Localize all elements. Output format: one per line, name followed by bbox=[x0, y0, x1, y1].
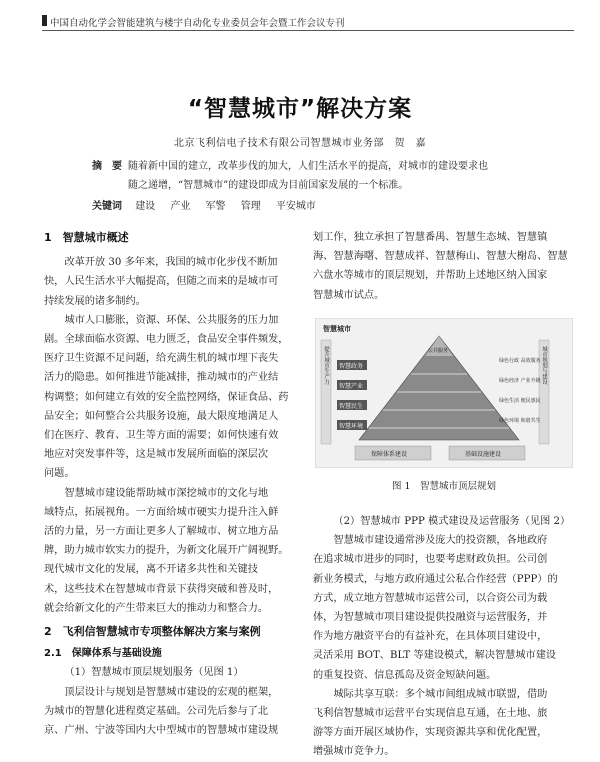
text-line: 飞利信智慧城市运营平台实现信息互通，在土地、旅 bbox=[313, 708, 548, 720]
bottom-label: 保障体系建设 bbox=[371, 451, 408, 458]
figure-title: 智慧城市 bbox=[323, 325, 351, 333]
paragraph bbox=[44, 311, 294, 484]
text-line: 问题。 bbox=[44, 468, 75, 480]
text-line: 体，为智慧城市项目建设提供投融资与运营服务，并 bbox=[313, 612, 548, 624]
text-line: 游等方面开展区域协作，实现资源共享和优化配置， bbox=[313, 727, 548, 739]
text-line: 智慧城市建设通常涉及庞大的投资额，各地政府 bbox=[333, 535, 548, 547]
pyramid-layer-label: 智慧产业 bbox=[339, 383, 364, 390]
bottom-label: 基础设施建设 bbox=[465, 451, 502, 458]
text-line: 们在医疗、教育、卫生等方面的需要；如何快速有效 bbox=[44, 430, 279, 442]
pyramid-note: 绿色生活 便民惠民 bbox=[499, 398, 541, 404]
paragraph bbox=[313, 685, 575, 762]
text-line: 城市人口膨胀，资源、环保、公共服务的压力加 bbox=[64, 314, 279, 326]
text-line: 构调整；如何建立有效的安全监控网络，保证食品、药 bbox=[44, 391, 289, 403]
paper-title: “智慧城市”解决方案 bbox=[187, 96, 413, 122]
text-line: 活力的隐患。如何推进节能减排，推动城市的产业结 bbox=[44, 372, 279, 384]
section-heading: 1 智慧城市概述 bbox=[44, 231, 129, 244]
list-item: （2）智慧城市 PPP 模式建设及运营服务（见图 2） bbox=[333, 516, 571, 527]
text-line: 持续发展的诸多制约。 bbox=[44, 295, 146, 307]
paragraph bbox=[313, 228, 575, 305]
text-line: 为城市的智慧化进程奠定基础。公司先后参与了北 bbox=[44, 705, 269, 717]
text-line: 城际共享互联：多个城市间组成城市联盟，借助 bbox=[333, 688, 548, 700]
header-mark bbox=[42, 15, 47, 26]
text-line: 京、广州、宁波等国内大中型城市的智慧城市建设规 bbox=[44, 725, 279, 737]
pyramid-apex-label: 公共服务 bbox=[428, 348, 449, 354]
pyramid-layer-label: 智慧环境 bbox=[339, 423, 364, 430]
text-line: 活的力量，另一方面让更多人了解城市、树立地方品 bbox=[44, 526, 279, 538]
text-line: 现代城市文化的发展，离不开诸多共性和关键技 bbox=[44, 564, 258, 576]
keyword: 军警 bbox=[205, 201, 226, 212]
left-column bbox=[44, 228, 294, 740]
figure-1-pyramid bbox=[315, 318, 573, 468]
text-line: 改革开放 30 多年来，我国的城市化步伐不断加 bbox=[64, 257, 278, 269]
text-line: 的重复投资、信息孤岛及资金短缺问题。 bbox=[313, 669, 497, 681]
pyramid-note: 绿色行政 高效服务 bbox=[499, 358, 541, 364]
figure-caption: 图 1 智慧城市顶层规划 bbox=[391, 481, 497, 492]
keyword: 产业 bbox=[170, 201, 191, 212]
text-line: 新业务模式，与地方政府通过公私合作经营（PPP）的 bbox=[313, 573, 558, 585]
text-line: 作为地方融资平台的有益补充，在具体项目建设中， bbox=[313, 631, 548, 643]
pyramid-layer-label: 智慧民生 bbox=[339, 403, 364, 410]
abstract-line: 随着新中国的建立，改革步伐的加大，人们生活水平的提高，对城市的建设要求也 bbox=[128, 161, 488, 172]
abstract bbox=[92, 157, 532, 195]
text-line: 术，这些技术在智慧城市背景下获得突破和普及时， bbox=[44, 583, 279, 595]
text-line: 海、智慧海曙、智慧成祥、智慧梅山、智慧大榭岛、智慧 bbox=[313, 251, 568, 263]
text-line: 增强城市竞争力。 bbox=[313, 746, 395, 758]
text-line: 智慧城市试点。 bbox=[313, 289, 385, 301]
text-line: 就会给新文化的产生带来巨大的推动力和整合力。 bbox=[44, 602, 269, 614]
paragraph bbox=[44, 484, 294, 618]
journal-header: 中国自动化学会智能建筑与楼宇自动化专业委员会年会暨工作会议专刊 bbox=[50, 18, 345, 29]
right-column-top bbox=[313, 228, 575, 305]
text-line: 六盘水等城市的顶层规划，并帮助上述地区纳入国家 bbox=[313, 270, 548, 282]
paragraph bbox=[313, 531, 575, 685]
text-line: 灵活采用 BOT、BLT 等建设模式，解决智慧城市建设 bbox=[313, 650, 557, 662]
text-line: 剧。全球面临水资源、电力匮乏，食品安全事件频发， bbox=[44, 334, 289, 346]
header-divider bbox=[42, 30, 574, 31]
right-column-bottom bbox=[313, 512, 575, 762]
keywords bbox=[92, 197, 328, 212]
keyword: 建设 bbox=[135, 201, 156, 212]
side-label: 城市规划与建设 bbox=[541, 346, 547, 385]
text-line: 智慧城市建设能帮助城市深挖城市的文化与地 bbox=[64, 487, 269, 499]
text-line: 方式，成立地方智慧城市运营公司，以合资公司为载 bbox=[313, 592, 548, 604]
pyramid-layer-label: 智慧政务 bbox=[339, 363, 364, 370]
text-line: 在追求城市进步的同时，也要考虑财政负担。公司创 bbox=[313, 554, 548, 566]
text-line: 顶层设计与规划是智慧城市建设的宏观的框架， bbox=[64, 686, 279, 698]
section-heading: 2 飞利信智慧城市专项整体解决方案与案例 bbox=[44, 625, 261, 639]
text-line: 快，人民生活水平大幅提高，但随之而来的是城市可 bbox=[44, 276, 279, 288]
abstract-label: 摘 要 bbox=[92, 161, 122, 172]
paragraph bbox=[44, 253, 294, 311]
keywords-label: 关键词 bbox=[92, 201, 122, 212]
text-line: 品安全；如何整合公共服务设施，最大限度地满足人 bbox=[44, 410, 279, 422]
abstract-line: 随之递增，“智慧城市”的建设即成为目前国家发展的一个标准。 bbox=[128, 180, 409, 191]
text-line: 地应对突发事件等，这是城市发展所面临的深层次 bbox=[44, 449, 269, 461]
author-line: 北京飞利信电子技术有限公司智慧城市业务部 贺 嘉 bbox=[174, 138, 426, 149]
text-line: 医疗卫生资源不足问题，给充满生机的城市埋下丧失 bbox=[44, 353, 279, 365]
pyramid-note: 绿色环境 和谐共生 bbox=[499, 418, 541, 424]
text-line: 牌，助力城市软实力的提升，为新文化展开广阔视野。 bbox=[44, 545, 289, 557]
keyword: 管理 bbox=[240, 201, 261, 212]
text-line: 域特点，拓展视角。一方面给城市硬实力提升注入鲜 bbox=[44, 506, 279, 518]
side-label: 提升城市生产力 bbox=[323, 346, 329, 385]
keyword: 平安城市 bbox=[275, 201, 316, 212]
text-line: 划工作，独立承担了智慧番禺、智慧生态城、智慧镇 bbox=[313, 232, 548, 243]
pyramid-note: 绿色经济 产业升级 bbox=[499, 378, 541, 384]
subsection-heading: 2.1 保障体系与基础设施 bbox=[44, 648, 162, 660]
paragraph bbox=[44, 683, 294, 741]
list-item: （1）智慧城市顶层规划服务（见图 1） bbox=[64, 667, 244, 679]
